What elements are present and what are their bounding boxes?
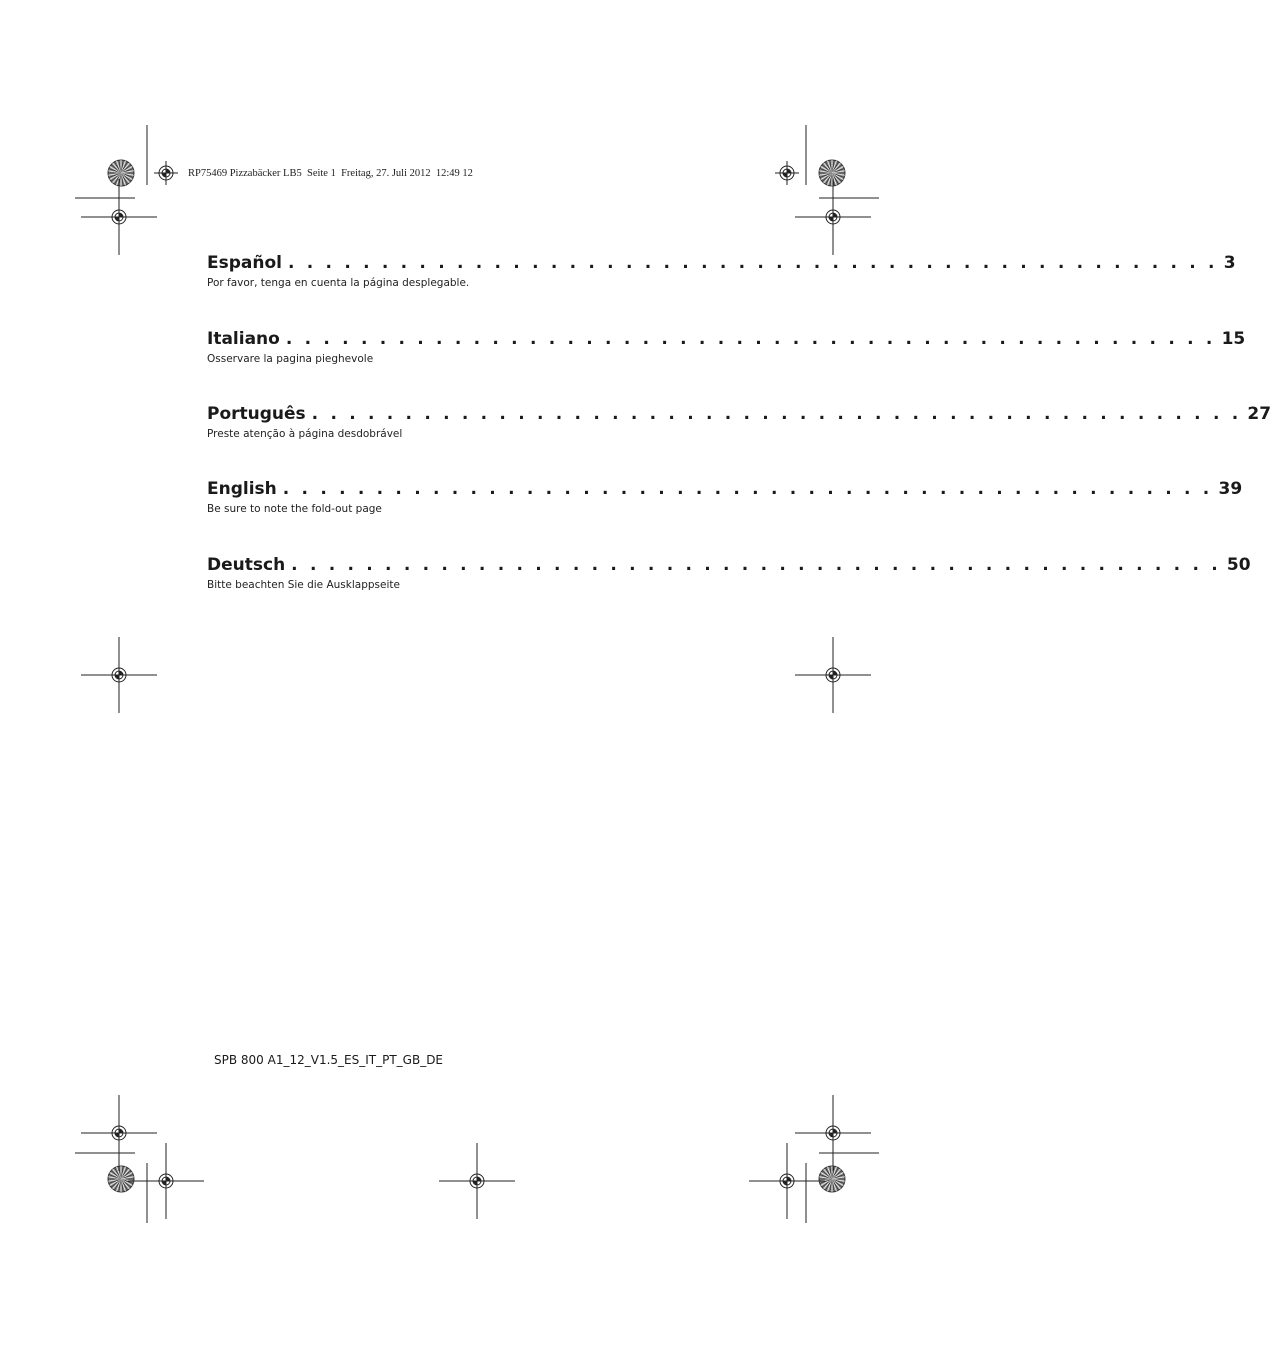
toc-leader-dots: . . . . . . . . . . . . . . . . . . . . . . . . . . . . . . . . . . . . . . . . . . . . . . . . . .	[291, 555, 1221, 575]
toc-page-number: 27	[1247, 404, 1271, 424]
registration-crosshair-icon	[439, 1143, 515, 1219]
registration-crosshair-icon	[795, 1095, 871, 1171]
toc-leader-dots: . . . . . . . . . . . . . . . . . . . . . . . . . . . . . . . . . . . . . . . . . . . . . . . . . .	[285, 329, 1216, 349]
document-code: SPB 800 A1_12_V1.5_ES_IT_PT_GB_DE	[214, 1053, 444, 1067]
print-slug-line: RP75469 Pizzabäcker LB5 Seite 1 Freitag, 27. Juli 2012 12:49 12	[188, 168, 473, 179]
toc-page-number: 39	[1218, 479, 1243, 499]
toc-title: Español	[207, 253, 282, 273]
table-of-contents	[207, 252, 1236, 289]
toc-page-number: 50	[1226, 555, 1251, 575]
registration-crosshair-icon	[81, 1095, 157, 1171]
registration-crosshair-icon	[749, 1143, 825, 1219]
toc-title: English	[207, 479, 277, 499]
color-target-icon	[819, 160, 845, 186]
registration-crosshair-icon	[795, 637, 871, 713]
toc-title: Italiano	[207, 329, 280, 349]
toc-entry-portugues[interactable]	[207, 403, 1271, 440]
toc-page-number: 3	[1223, 253, 1236, 273]
toc-note: Osservare la pagina pieghevole	[207, 353, 374, 365]
toc-leader-dots: . . . . . . . . . . . . . . . . . . . . . . . . . . . . . . . . . . . . . . . . . . . . . . . . . .	[282, 479, 1213, 499]
toc-leader-dots: . . . . . . . . . . . . . . . . . . . . . . . . . . . . . . . . . . . . . . . . . . . . . . . . . .	[287, 253, 1218, 273]
registration-crosshair-icon	[795, 179, 871, 255]
toc-entry-english[interactable]	[207, 478, 1243, 515]
registration-crosshair-icon	[81, 637, 157, 713]
toc-note: Por favor, tenga en cuenta la página desplegable.	[207, 277, 470, 289]
registration-crosshair-icon	[81, 179, 157, 255]
toc-note: Preste atenção à página desdobrável	[207, 428, 403, 440]
toc-title: Português	[207, 404, 306, 424]
toc-title: Deutsch	[207, 555, 286, 575]
toc-note: Bitte beachten Sie die Ausklappseite	[207, 579, 400, 591]
registration-crosshair-icon	[154, 161, 178, 185]
toc-page-number: 15	[1221, 329, 1246, 349]
registration-crosshair-icon	[775, 161, 799, 185]
toc-note: Be sure to note the fold-out page	[207, 503, 382, 515]
registration-crosshair-icon	[128, 1143, 204, 1219]
toc-entry-espanol[interactable]	[207, 252, 1236, 289]
toc-entry-italiano[interactable]	[207, 328, 1246, 365]
toc-leader-dots: . . . . . . . . . . . . . . . . . . . . . . . . . . . . . . . . . . . . . . . . . . . . . . . . . .	[311, 404, 1242, 424]
toc-entry-deutsch[interactable]	[207, 554, 1251, 591]
color-target-icon	[819, 1166, 845, 1192]
color-target-icon	[108, 1166, 134, 1192]
color-target-icon	[108, 160, 134, 186]
